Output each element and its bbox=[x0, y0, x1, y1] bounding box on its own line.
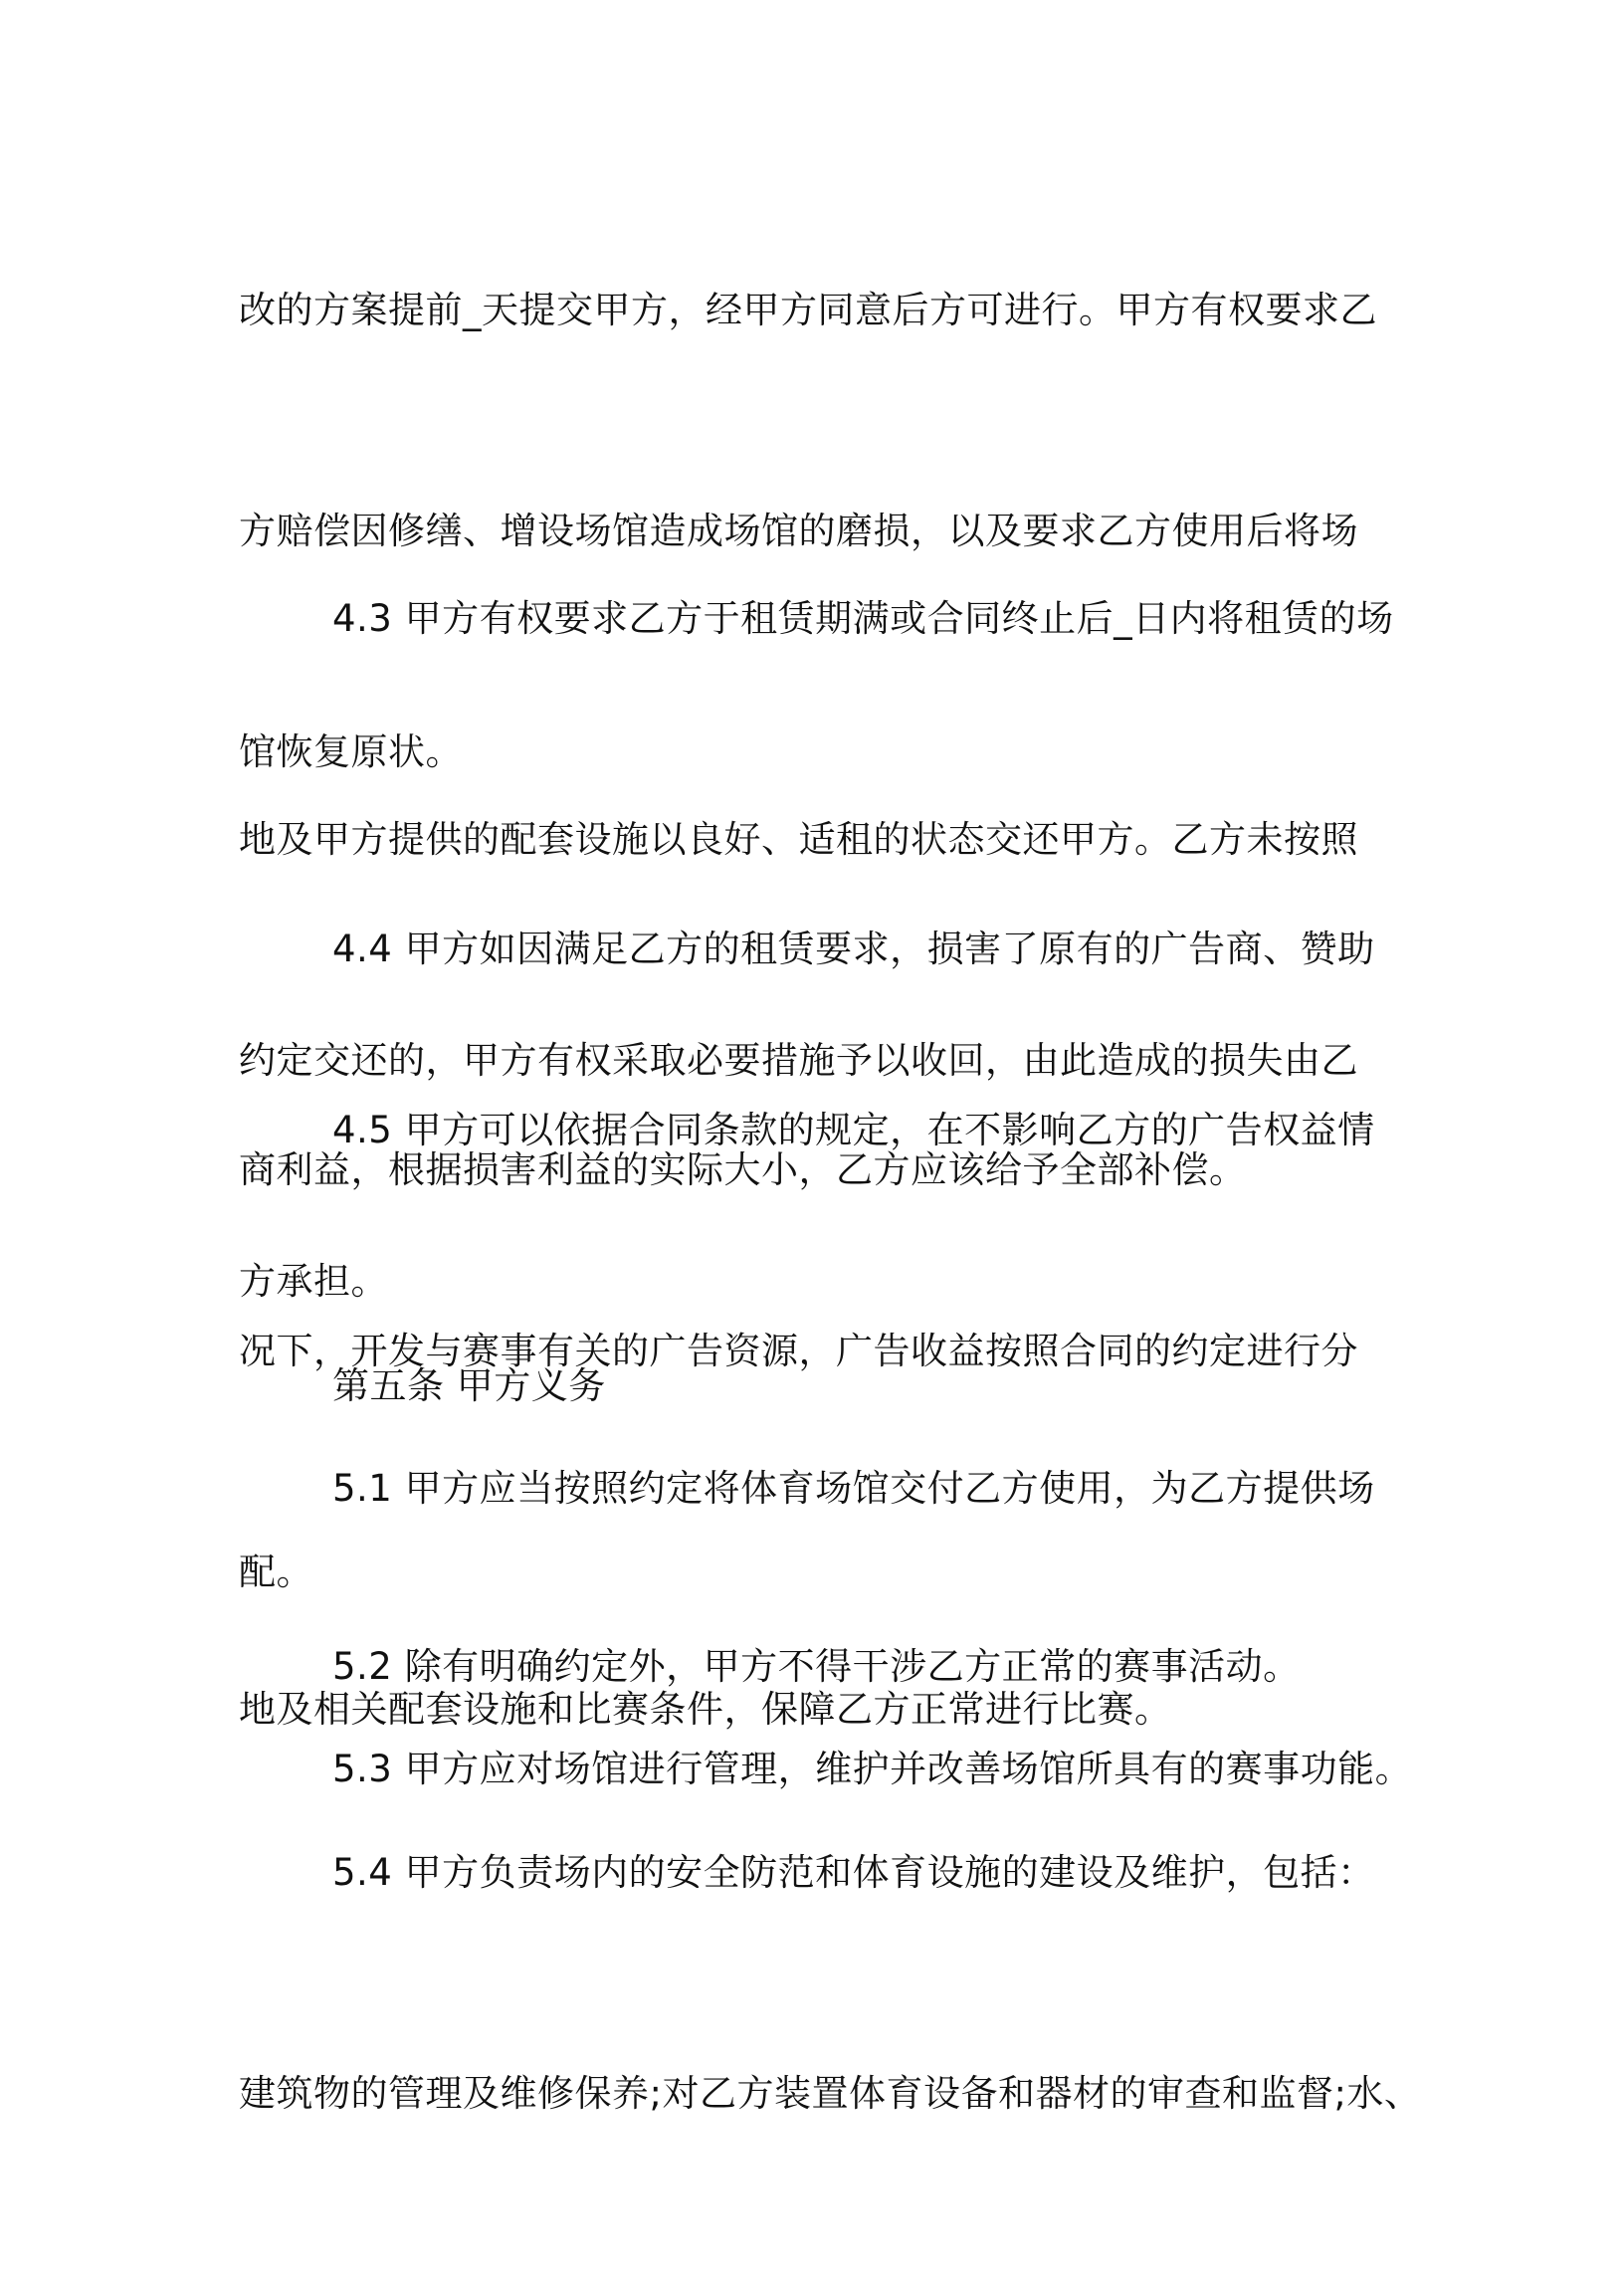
text-line: 馆恢复原状。 bbox=[239, 730, 463, 773]
paragraph-5-4 bbox=[239, 1689, 1422, 2278]
text-line: 改的方案提前_天提交甲方，经甲方同意后方可进行。甲方有权要求乙 bbox=[239, 289, 1377, 331]
text-line: 5.2 除有明确约定外，甲方不得干涉乙方正常的赛事活动。 bbox=[332, 1645, 1301, 1688]
text-line: 地及相关配套设施和比赛条件，保障乙方正常进行比赛。 bbox=[239, 1688, 1172, 1731]
text-line: 配。 bbox=[239, 1551, 313, 1593]
text-line: 地及甲方提供的配套设施以良好、适租的状态交还甲方。乙方未按照 bbox=[239, 818, 1358, 861]
text-line: 方赔偿因修缮、增设场馆造成场馆的磨损，以及要求乙方使用后将场 bbox=[239, 510, 1358, 552]
text-line: 约定交还的，甲方有权采取必要措施予以收回，由此造成的损失由乙 bbox=[239, 1039, 1358, 1082]
text-line: 5.1 甲方应当按照约定将体育场馆交付乙方使用，为乙方提供场 bbox=[332, 1467, 1375, 1510]
text-line: 5.3 甲方应对场馆进行管理，维护并改善场馆所具有的赛事功能。 bbox=[332, 1748, 1413, 1790]
text-line: 况下，开发与赛事有关的广告资源，广告收益按照合同的约定进行分 bbox=[239, 1330, 1358, 1372]
text-line: 5.4 甲方负责场内的安全防范和体育设施的建设及维护，包括： bbox=[332, 1851, 1375, 1894]
text-line: 4.5 甲方可以依据合同条款的规定，在不影响乙方的广告权益情 bbox=[332, 1109, 1375, 1151]
text-line: 4.4 甲方如因满足乙方的租赁要求，损害了原有的广告商、赞助 bbox=[332, 928, 1375, 970]
text-line: 商利益，根据损害利益的实际大小，乙方应该给予全部补偿。 bbox=[239, 1148, 1247, 1191]
text-line: 方承担。 bbox=[239, 1260, 388, 1303]
text-line: 建筑物的管理及维修保养;对乙方装置体育设备和器材的审查和监督;水、 bbox=[239, 2072, 1422, 2115]
text-line: 4.3 甲方有权要求乙方于租赁期满或合同终止后_日内将租赁的场 bbox=[332, 597, 1394, 640]
section-title: 第五条 甲方义务 bbox=[332, 1364, 606, 1407]
